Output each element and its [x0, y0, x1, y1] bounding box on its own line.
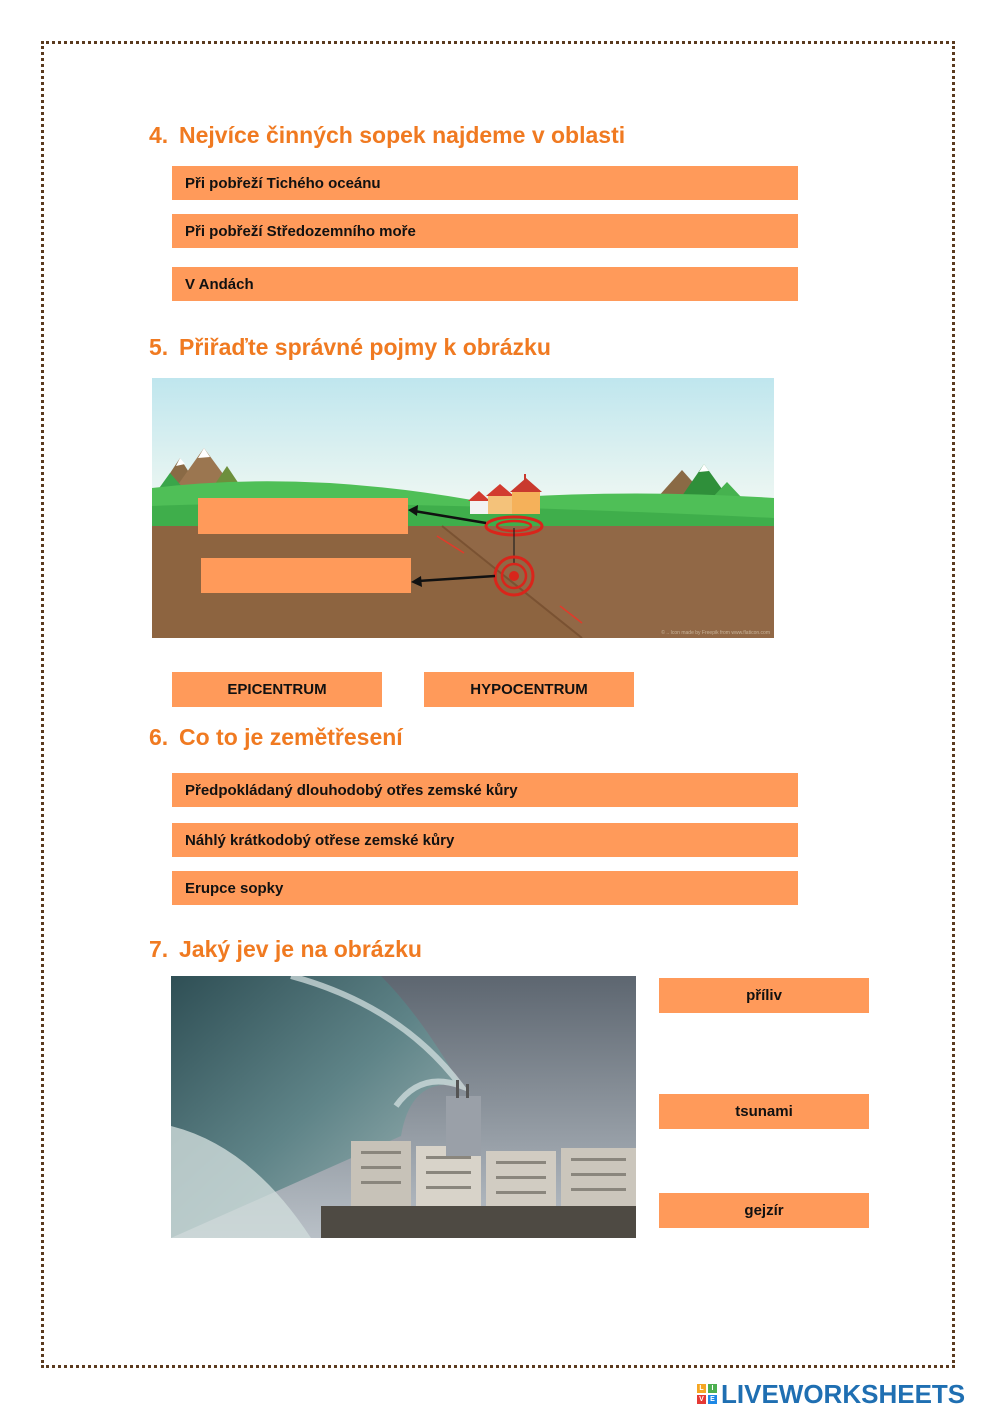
question-6-text: Co to je zemětřesení: [179, 724, 403, 750]
question-6-title: [149, 724, 403, 751]
question-6-number: 6.: [149, 724, 169, 750]
q7-option-1[interactable]: příliv: [659, 978, 869, 1013]
question-4-title: [149, 122, 625, 149]
question-5-text: Přiřaďte správné pojmy k obrázku: [179, 334, 551, 360]
question-4-text: Nejvíce činných sopek najdeme v oblasti: [179, 122, 626, 148]
q4-option-2[interactable]: Při pobřeží Středozemního moře: [172, 214, 798, 248]
liveworksheets-logo[interactable]: [697, 1380, 965, 1408]
question-7-title: [149, 936, 422, 963]
question-4-number: 4.: [149, 122, 169, 148]
q6-option-3[interactable]: Erupce sopky: [172, 871, 798, 905]
answer-epicentrum[interactable]: EPICENTRUM: [172, 672, 382, 707]
logo-letter-v: V: [697, 1395, 706, 1404]
question-5-title: [149, 334, 551, 361]
q6-option-2[interactable]: Náhlý krátkodobý otřese zemské kůry: [172, 823, 798, 857]
q7-option-3[interactable]: gejzír: [659, 1193, 869, 1228]
question-5-number: 5.: [149, 334, 169, 360]
question-7-number: 7.: [149, 936, 169, 962]
logo-letter-l: L: [697, 1384, 706, 1393]
logo-letter-i: I: [708, 1384, 717, 1393]
q6-option-1[interactable]: Předpokládaný dlouhodobý otřes zemské kůry: [172, 773, 798, 807]
question-7-text: Jaký jev je na obrázku: [179, 936, 422, 962]
logo-letter-e: E: [708, 1395, 717, 1404]
hypocenter-drop-zone[interactable]: [201, 558, 411, 593]
earthquake-diagram: [152, 378, 774, 638]
tsunami-photo-illustration: [171, 976, 636, 1238]
answer-hypocentrum[interactable]: HYPOCENTRUM: [424, 672, 634, 707]
q4-option-1[interactable]: Při pobřeží Tichého oceánu: [172, 166, 798, 200]
epicenter-drop-zone[interactable]: [198, 498, 408, 534]
logo-icon: [697, 1384, 717, 1404]
q7-option-2[interactable]: tsunami: [659, 1094, 869, 1129]
image-credit: © .. Icon made by Freepik from www.flaticon.com: [661, 630, 770, 636]
tsunami-photo: [171, 976, 636, 1238]
q4-option-3[interactable]: V Andách: [172, 267, 798, 301]
logo-text: LIVEWORKSHEETS: [721, 1378, 966, 1409]
